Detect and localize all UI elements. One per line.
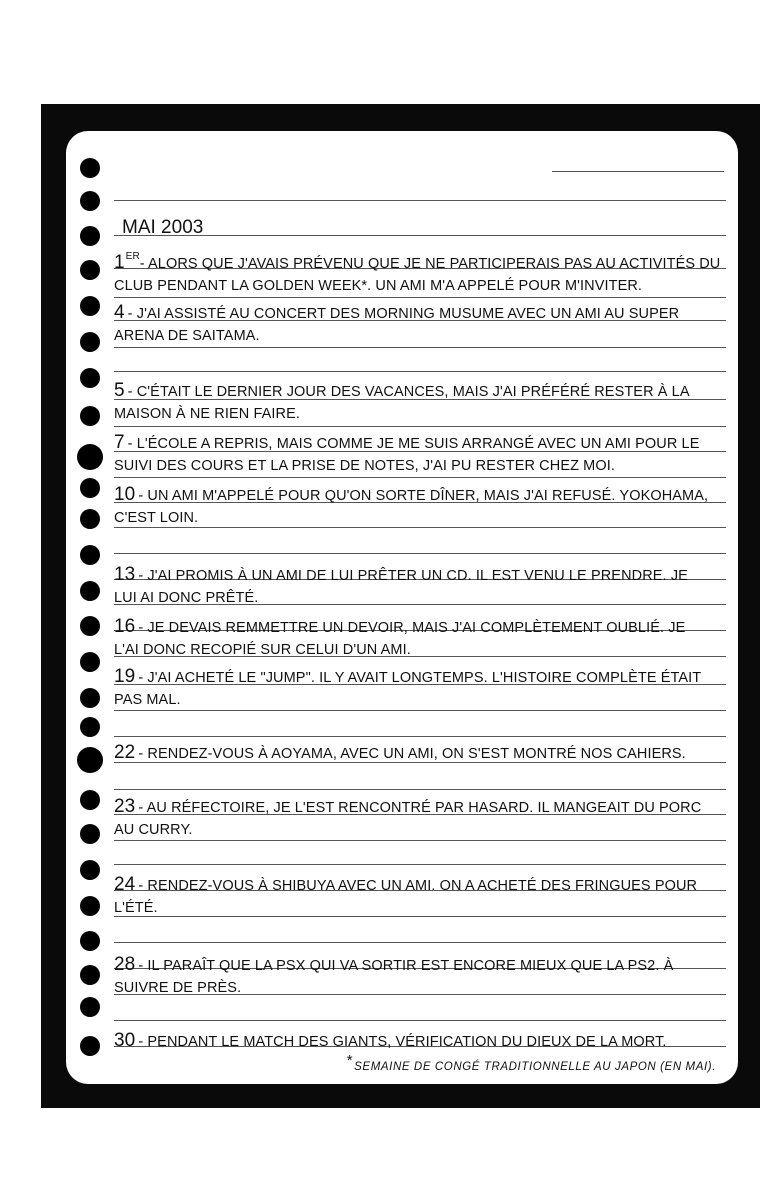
entry-day: 28 [114, 954, 136, 975]
binder-hole [80, 1036, 100, 1056]
diary-entry [114, 742, 729, 765]
entry-text: - UN AMI M'APPELÉ POUR QU'ON SORTE DÎNER, MAIS J'AI REFUSÉ. YOKOHAMA, [138, 488, 709, 504]
binder-hole [80, 478, 100, 498]
entry-text-continued: ARENA DE SAITAMA. [114, 328, 260, 344]
binder-hole [80, 191, 100, 211]
ruled-line [114, 200, 726, 201]
binder-hole [80, 616, 100, 636]
footnote [347, 1052, 716, 1073]
binder-hole [77, 747, 103, 773]
entry-first-line [114, 432, 729, 455]
binder-hole [80, 296, 100, 316]
footnote-star: * [346, 1052, 354, 1069]
binder-hole [80, 406, 100, 426]
entry-day: 23 [114, 796, 136, 817]
entry-day: 30 [114, 1030, 136, 1051]
entry-first-line [114, 564, 729, 587]
entry-text: - J'AI PROMIS À UN AMI DE LUI PRÊTER UN CD. IL EST VENU LE PRENDRE. JE [138, 568, 688, 584]
diary-entry [114, 1030, 729, 1053]
entry-text-continued: MAISON À NE RIEN FAIRE. [114, 406, 300, 422]
entry-day: 24 [114, 874, 136, 895]
entry-first-line [114, 484, 729, 507]
binder-hole [80, 860, 100, 880]
binder-hole [80, 688, 100, 708]
entry-first-line [114, 874, 729, 897]
ruled-line [114, 736, 726, 737]
ruled-line [552, 171, 724, 172]
entry-text: - PENDANT LE MATCH DES GIANTS, VÉRIFICATION DU DIEUX DE LA MORT. [138, 1034, 667, 1050]
ruled-line [114, 864, 726, 865]
binder-hole [80, 509, 100, 529]
binder-hole [80, 931, 100, 951]
entry-text-continued: CLUB PENDANT LA GOLDEN WEEK*. UN AMI M'A APPELÉ POUR M'INVITER. [114, 278, 643, 294]
entry-first-line [114, 796, 729, 819]
diary-entry [114, 246, 729, 297]
entry-day: 16 [114, 616, 136, 637]
footnote-text: SEMAINE DE CONGÉ TRADITIONNELLE AU JAPON (EN MAI). [354, 1061, 716, 1073]
entry-first-line [114, 302, 729, 325]
entry-text-continued: SUIVI DES COURS ET LA PRISE DE NOTES, J'AI PU RESTER CHEZ MOI. [114, 458, 615, 474]
binder-hole [80, 260, 100, 280]
entry-day: 5 [114, 380, 125, 401]
entry-text: - C'ÉTAIT LE DERNIER JOUR DES VACANCES, MAIS J'AI PRÉFÉRÉ RESTER À LA [127, 384, 690, 400]
diary-entry [114, 616, 729, 661]
entry-first-line [114, 380, 729, 403]
entry-day: 19 [114, 666, 136, 687]
entry-text: - J'AI ACHETÉ LE "JUMP". IL Y AVAIT LONGTEMPS. L'HISTOIRE COMPLÈTE ÉTAIT [138, 670, 702, 686]
diary-entry [114, 666, 729, 711]
ruled-line [114, 371, 726, 372]
binder-hole [80, 581, 100, 601]
entry-text: - RENDEZ-VOUS À AOYAMA, AVEC UN AMI, ON S'EST MONTRÉ NOS CAHIERS. [138, 746, 686, 762]
binder-hole [77, 444, 103, 470]
ruled-line [114, 347, 726, 348]
ruled-line [114, 297, 726, 298]
entry-day-suffix: ER [125, 251, 140, 262]
diary-entry [114, 796, 729, 841]
binder-hole [80, 226, 100, 246]
entry-day: 22 [114, 742, 136, 763]
entry-text: - ALORS QUE J'AVAIS PRÉVENU QUE JE NE PARTICIPERAIS PAS AU ACTIVITÉS DU [139, 256, 721, 272]
ruled-line [114, 942, 726, 943]
entry-text: - AU RÉFECTOIRE, JE L'EST RENCONTRÉ PAR HASARD. IL MANGEAIT DU PORC [138, 800, 702, 816]
entry-first-line [114, 666, 729, 689]
binder-hole [80, 717, 100, 737]
diary-entry [114, 302, 729, 347]
binder-hole [80, 965, 100, 985]
entry-day: 10 [114, 484, 136, 505]
entry-day: 13 [114, 564, 136, 585]
ruled-line [114, 477, 726, 478]
entry-text: - RENDEZ-VOUS À SHIBUYA AVEC UN AMI. ON A ACHETÉ DES FRINGUES POUR [138, 878, 698, 894]
page-title: MAI 2003 [122, 217, 204, 238]
entry-first-line [114, 246, 729, 275]
binder-hole [80, 824, 100, 844]
diary-entry [114, 432, 729, 477]
binder-hole [80, 332, 100, 352]
entry-text-continued: SUIVRE DE PRÈS. [114, 980, 242, 996]
entry-text-continued: PAS MAL. [114, 692, 181, 708]
diary-entry [114, 564, 729, 609]
diary-entry [114, 484, 729, 529]
ruled-line [114, 1020, 726, 1021]
diary-entry [114, 874, 729, 919]
entry-text-continued: AU CURRY. [114, 822, 193, 838]
entry-first-line [114, 742, 729, 765]
ruled-line [114, 235, 726, 236]
diary-entry [114, 954, 729, 999]
binder-hole [80, 545, 100, 565]
entry-text-continued: L'ÉTÉ. [114, 900, 158, 916]
binder-hole [80, 652, 100, 672]
entry-text: - JE DEVAIS REMMETTRE UN DEVOIR, MAIS J'AI COMPLÈTEMENT OUBLIÉ. JE [138, 620, 686, 636]
entry-text: - J'AI ASSISTÉ AU CONCERT DES MORNING MUSUME AVEC UN AMI AU SUPER [127, 306, 680, 322]
diary-entry [114, 380, 729, 425]
binder-hole [80, 896, 100, 916]
binder-hole [80, 368, 100, 388]
entry-day: 7 [114, 432, 125, 453]
entry-text-continued: C'EST LOIN. [114, 510, 199, 526]
entry-text: - L'ÉCOLE A REPRIS, MAIS COMME JE ME SUIS ARRANGÉ AVEC UN AMI POUR LE [127, 436, 700, 452]
binder-hole [80, 997, 100, 1017]
ruled-line [114, 426, 726, 427]
entry-day: 1 [114, 252, 125, 273]
entry-text: - IL PARAÎT QUE LA PSX QUI VA SORTIR EST ENCORE MIEUX QUE LA PS2. À [138, 958, 674, 974]
entry-first-line [114, 616, 729, 639]
entry-text-continued: L'AI DONC RECOPIÉ SUR CELUI D'UN AMI. [114, 642, 411, 658]
ruled-line [114, 789, 726, 790]
entry-day: 4 [114, 302, 125, 323]
entry-text-continued: LUI AI DONC PRÊTÉ. [114, 590, 259, 606]
ruled-line [114, 553, 726, 554]
entry-first-line [114, 1030, 729, 1053]
binder-hole [80, 158, 100, 178]
binder-hole [80, 790, 100, 810]
entry-first-line [114, 954, 729, 977]
